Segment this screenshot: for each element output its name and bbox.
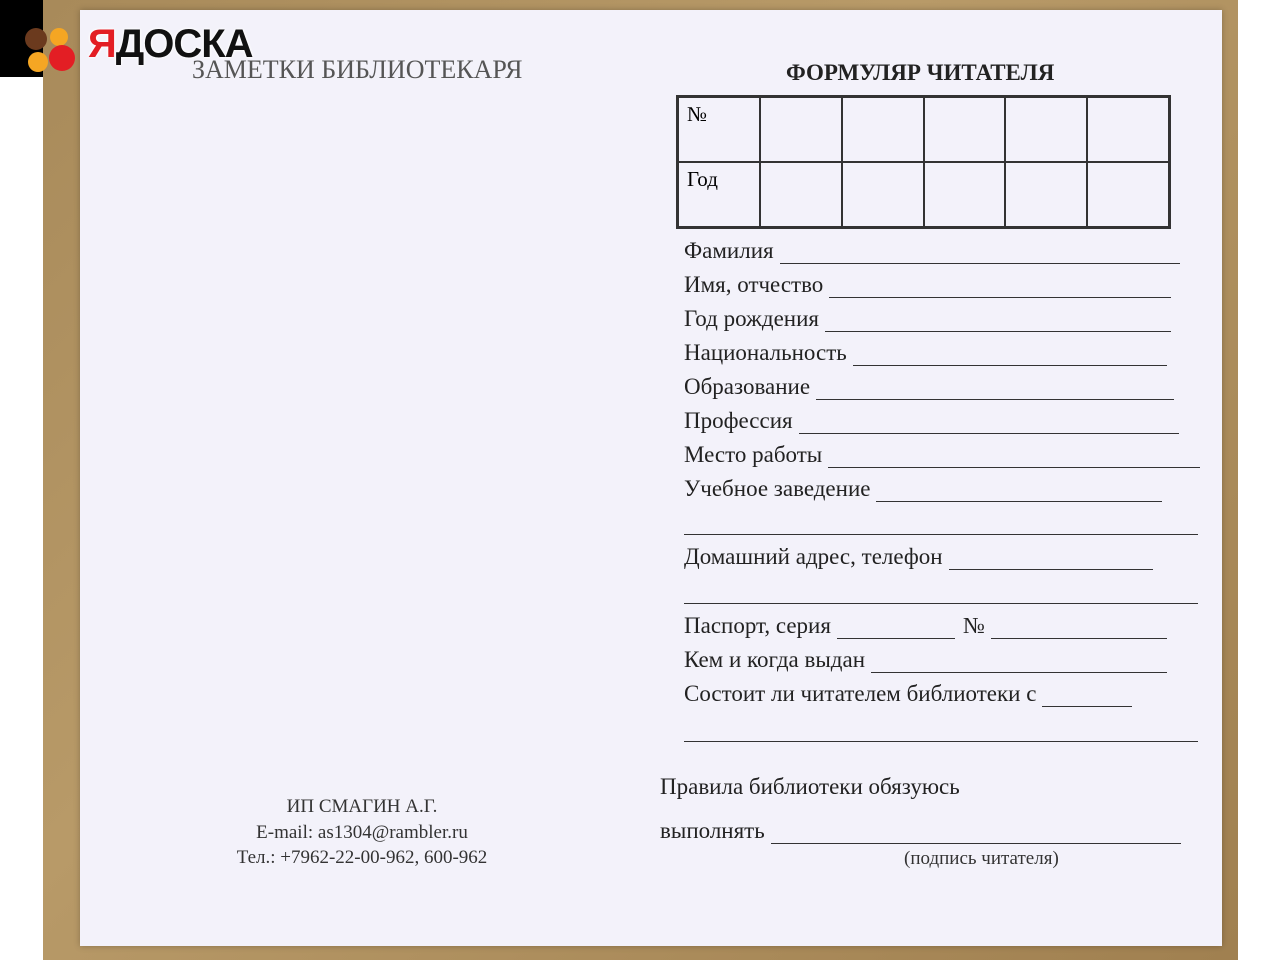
grid-cell (924, 162, 1006, 227)
blank-line-address (684, 603, 1198, 604)
grid-cell (842, 97, 924, 162)
grid-cell (1087, 97, 1169, 162)
footer-email: E-mail: as1304@rambler.ru (256, 822, 468, 843)
field-education: Образование (684, 374, 1174, 400)
field-birth-year: Год рождения (684, 306, 1171, 332)
grid-label-number: № (678, 97, 760, 162)
blank-line-institution (684, 534, 1198, 535)
watermark-dots-icon (24, 26, 84, 76)
background-left-strip (0, 0, 43, 960)
grid-cell (924, 97, 1006, 162)
field-institution: Учебное заведение (684, 476, 1162, 502)
number-year-grid (676, 95, 1171, 229)
field-name-patronymic: Имя, отчество (684, 272, 1171, 298)
field-nationality: Национальность (684, 340, 1167, 366)
background-right-strip (1238, 0, 1280, 960)
footer-phone: Тел.: +7962-22-00-962, 600-962 (236, 847, 488, 868)
grid-label-year: Год (678, 162, 760, 227)
field-member-since: Состоит ли читателем библиотеки с (684, 681, 1132, 707)
footer-company: ИП СМАГИН А.Г. (286, 796, 438, 817)
signature-caption: (подпись читателя) (904, 848, 1059, 869)
blank-line-member (684, 741, 1198, 742)
grid-cell (1005, 97, 1087, 162)
field-passport: Паспорт, серия № (684, 613, 1167, 639)
rules-line-2: выполнять (660, 818, 1181, 844)
notes-title: ЗАМЕТКИ БИБЛИОТЕКАРЯ (192, 55, 523, 84)
field-surname: Фамилия (684, 238, 1180, 264)
grid-cell (842, 162, 924, 227)
grid-cell (1087, 162, 1169, 227)
field-issued-by: Кем и когда выдан (684, 647, 1167, 673)
grid-cell (760, 97, 842, 162)
grid-cell (760, 162, 842, 227)
field-profession: Профессия (684, 408, 1179, 434)
field-workplace: Место работы (684, 442, 1200, 468)
rules-line-1: Правила библиотеки обязуюсь (660, 774, 960, 799)
form-title: ФОРМУЛЯР ЧИТАТЕЛЯ (786, 60, 1055, 85)
field-address-phone: Домашний адрес, телефон (684, 544, 1153, 570)
watermark-logo-text: ЯДОСКА (88, 22, 253, 66)
grid-cell (1005, 162, 1087, 227)
